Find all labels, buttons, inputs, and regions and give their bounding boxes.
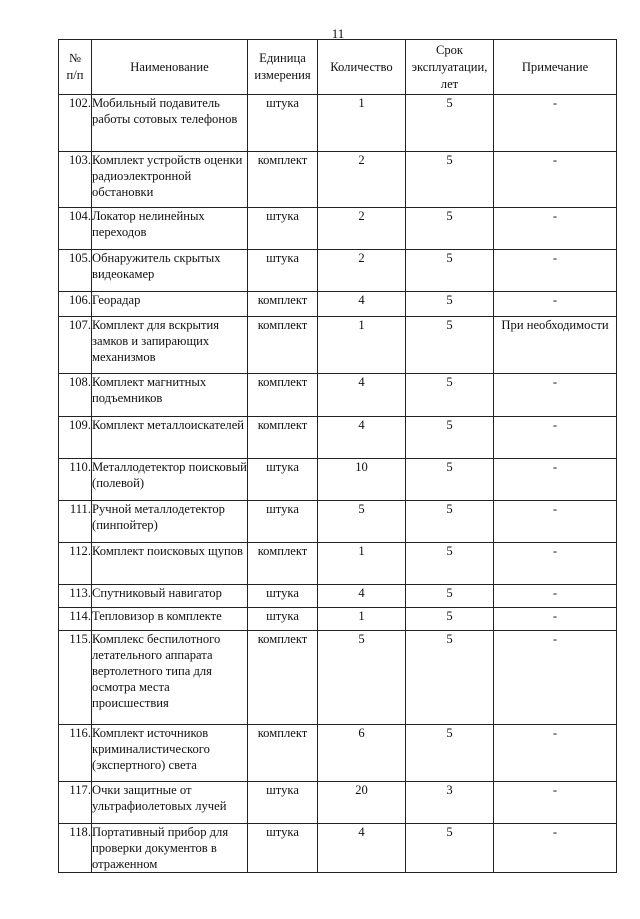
cell-num: 106. (59, 292, 92, 317)
cell-unit: штука (248, 95, 318, 152)
cell-name: Комплект источников криминалистического (экспертного) света (92, 725, 248, 782)
cell-qty: 1 (318, 543, 406, 585)
table-row (59, 585, 617, 608)
table-header-row (59, 40, 617, 95)
cell-qty: 4 (318, 374, 406, 417)
cell-unit: комплект (248, 374, 318, 417)
header-term-text: лет (440, 76, 459, 91)
cell-term: 5 (406, 543, 494, 585)
cell-unit: комплект (248, 292, 318, 317)
cell-num: 114. (59, 608, 92, 631)
header-term-text: эксплуатации, (411, 59, 488, 74)
cell-qty: 1 (318, 95, 406, 152)
cell-num: 105. (59, 250, 92, 292)
cell-name: Комплект для вскрытия замков и запирающих механизмов (92, 317, 248, 374)
cell-unit: штука (248, 608, 318, 631)
cell-unit: штука (248, 250, 318, 292)
cell-qty: 1 (318, 608, 406, 631)
cell-qty: 5 (318, 631, 406, 725)
cell-qty: 1 (318, 317, 406, 374)
header-num-text: № (68, 51, 82, 65)
header-unit (248, 40, 318, 95)
cell-name: Локатор нелинейных переходов (92, 208, 248, 250)
cell-qty: 2 (318, 152, 406, 208)
cell-name: Металлодетектор поисковый (полевой) (92, 459, 248, 501)
header-unit-text: измерения (254, 68, 311, 82)
cell-note: - (494, 459, 617, 501)
table-row (59, 824, 617, 873)
cell-num: 116. (59, 725, 92, 782)
cell-qty: 4 (318, 824, 406, 873)
cell-name: Комплект магнитных подъемников (92, 374, 248, 417)
cell-note: При необходимости (494, 317, 617, 374)
cell-qty: 10 (318, 459, 406, 501)
cell-num: 118. (59, 824, 92, 873)
table-row (59, 152, 617, 208)
cell-note: - (494, 631, 617, 725)
cell-term: 5 (406, 585, 494, 608)
cell-num: 108. (59, 374, 92, 417)
cell-name: Мобильный подавитель работы сотовых телефонов (92, 95, 248, 152)
cell-unit: комплект (248, 317, 318, 374)
cell-qty: 5 (318, 501, 406, 543)
cell-num: 102. (59, 95, 92, 152)
cell-qty: 2 (318, 250, 406, 292)
cell-note: - (494, 374, 617, 417)
cell-unit: штука (248, 208, 318, 250)
cell-unit: комплект (248, 417, 318, 459)
cell-unit: штука (248, 782, 318, 824)
cell-term: 5 (406, 631, 494, 725)
cell-term: 3 (406, 782, 494, 824)
cell-qty: 4 (318, 292, 406, 317)
header-qty (318, 40, 406, 95)
cell-name: Спутниковый навигатор (92, 585, 248, 608)
cell-name: Ручной металлодетектор (пинпойтер) (92, 501, 248, 543)
table-row (59, 292, 617, 317)
cell-unit: штука (248, 459, 318, 501)
cell-qty: 6 (318, 725, 406, 782)
cell-num: 112. (59, 543, 92, 585)
header-note-text: Примечание (521, 59, 589, 74)
cell-term: 5 (406, 292, 494, 317)
table-row (59, 782, 617, 824)
header-term (406, 40, 494, 95)
cell-name: Комплекс беспилотного летательного аппарата вертолетного типа для осмотра места происшествия (92, 631, 248, 725)
cell-term: 5 (406, 374, 494, 417)
table-row (59, 543, 617, 585)
cell-qty: 20 (318, 782, 406, 824)
cell-name: Тепловизор в комплекте (92, 608, 248, 631)
cell-term: 5 (406, 152, 494, 208)
cell-note: - (494, 95, 617, 152)
cell-num: 111. (59, 501, 92, 543)
table-row (59, 501, 617, 543)
header-note (494, 40, 617, 95)
page-number: 11 (331, 26, 345, 41)
equipment-table (58, 39, 617, 873)
header-name-text: Наименование (130, 59, 209, 74)
cell-name: Комплект устройств оценки радиоэлектронной обстановки (92, 152, 248, 208)
cell-note: - (494, 585, 617, 608)
cell-note: - (494, 250, 617, 292)
cell-qty: 4 (318, 417, 406, 459)
cell-qty: 4 (318, 585, 406, 608)
cell-num: 104. (59, 208, 92, 250)
cell-unit: штука (248, 585, 318, 608)
cell-term: 5 (406, 501, 494, 543)
cell-num: 113. (59, 585, 92, 608)
cell-note: - (494, 501, 617, 543)
cell-note: - (494, 208, 617, 250)
cell-unit: комплект (248, 152, 318, 208)
cell-name: Георадар (92, 292, 248, 317)
cell-num: 117. (59, 782, 92, 824)
table-row (59, 208, 617, 250)
table-row (59, 317, 617, 374)
cell-note: - (494, 152, 617, 208)
cell-name: Комплект поисковых щупов (92, 543, 248, 585)
cell-qty: 2 (318, 208, 406, 250)
header-term-text: Срок (435, 42, 464, 57)
header-name (92, 40, 248, 95)
cell-name: Обнаружитель скрытых видеокамер (92, 250, 248, 292)
table-row (59, 725, 617, 782)
cell-num: 107. (59, 317, 92, 374)
cell-unit: комплект (248, 631, 318, 725)
table-row (59, 631, 617, 725)
cell-note: - (494, 782, 617, 824)
cell-note: - (494, 725, 617, 782)
header-qty-text: Количество (330, 59, 393, 74)
cell-term: 5 (406, 317, 494, 374)
cell-term: 5 (406, 608, 494, 631)
cell-term: 5 (406, 250, 494, 292)
cell-unit: штука (248, 824, 318, 873)
header-num-text: п/п (66, 68, 84, 82)
cell-num: 103. (59, 152, 92, 208)
table-row (59, 459, 617, 501)
cell-num: 115. (59, 631, 92, 725)
header-unit-text: Единица (259, 51, 306, 65)
header-num (59, 40, 92, 95)
cell-num: 109. (59, 417, 92, 459)
cell-term: 5 (406, 824, 494, 873)
cell-term: 5 (406, 95, 494, 152)
cell-term: 5 (406, 417, 494, 459)
cell-note: - (494, 824, 617, 873)
cell-unit: штука (248, 501, 318, 543)
cell-name: Комплект металлоискателей (92, 417, 248, 459)
cell-note: - (494, 292, 617, 317)
table-row (59, 250, 617, 292)
table-row (59, 95, 617, 152)
cell-note: - (494, 543, 617, 585)
cell-note: - (494, 417, 617, 459)
cell-name: Очки защитные от ультрафиолетовых лучей (92, 782, 248, 824)
cell-unit: комплект (248, 725, 318, 782)
cell-num: 110. (59, 459, 92, 501)
cell-term: 5 (406, 208, 494, 250)
cell-unit: комплект (248, 543, 318, 585)
cell-term: 5 (406, 459, 494, 501)
table-row (59, 374, 617, 417)
cell-name: Портативный прибор для проверки документов в отраженном (92, 824, 248, 873)
cell-term: 5 (406, 725, 494, 782)
table-row (59, 608, 617, 631)
table-row (59, 417, 617, 459)
cell-note: - (494, 608, 617, 631)
